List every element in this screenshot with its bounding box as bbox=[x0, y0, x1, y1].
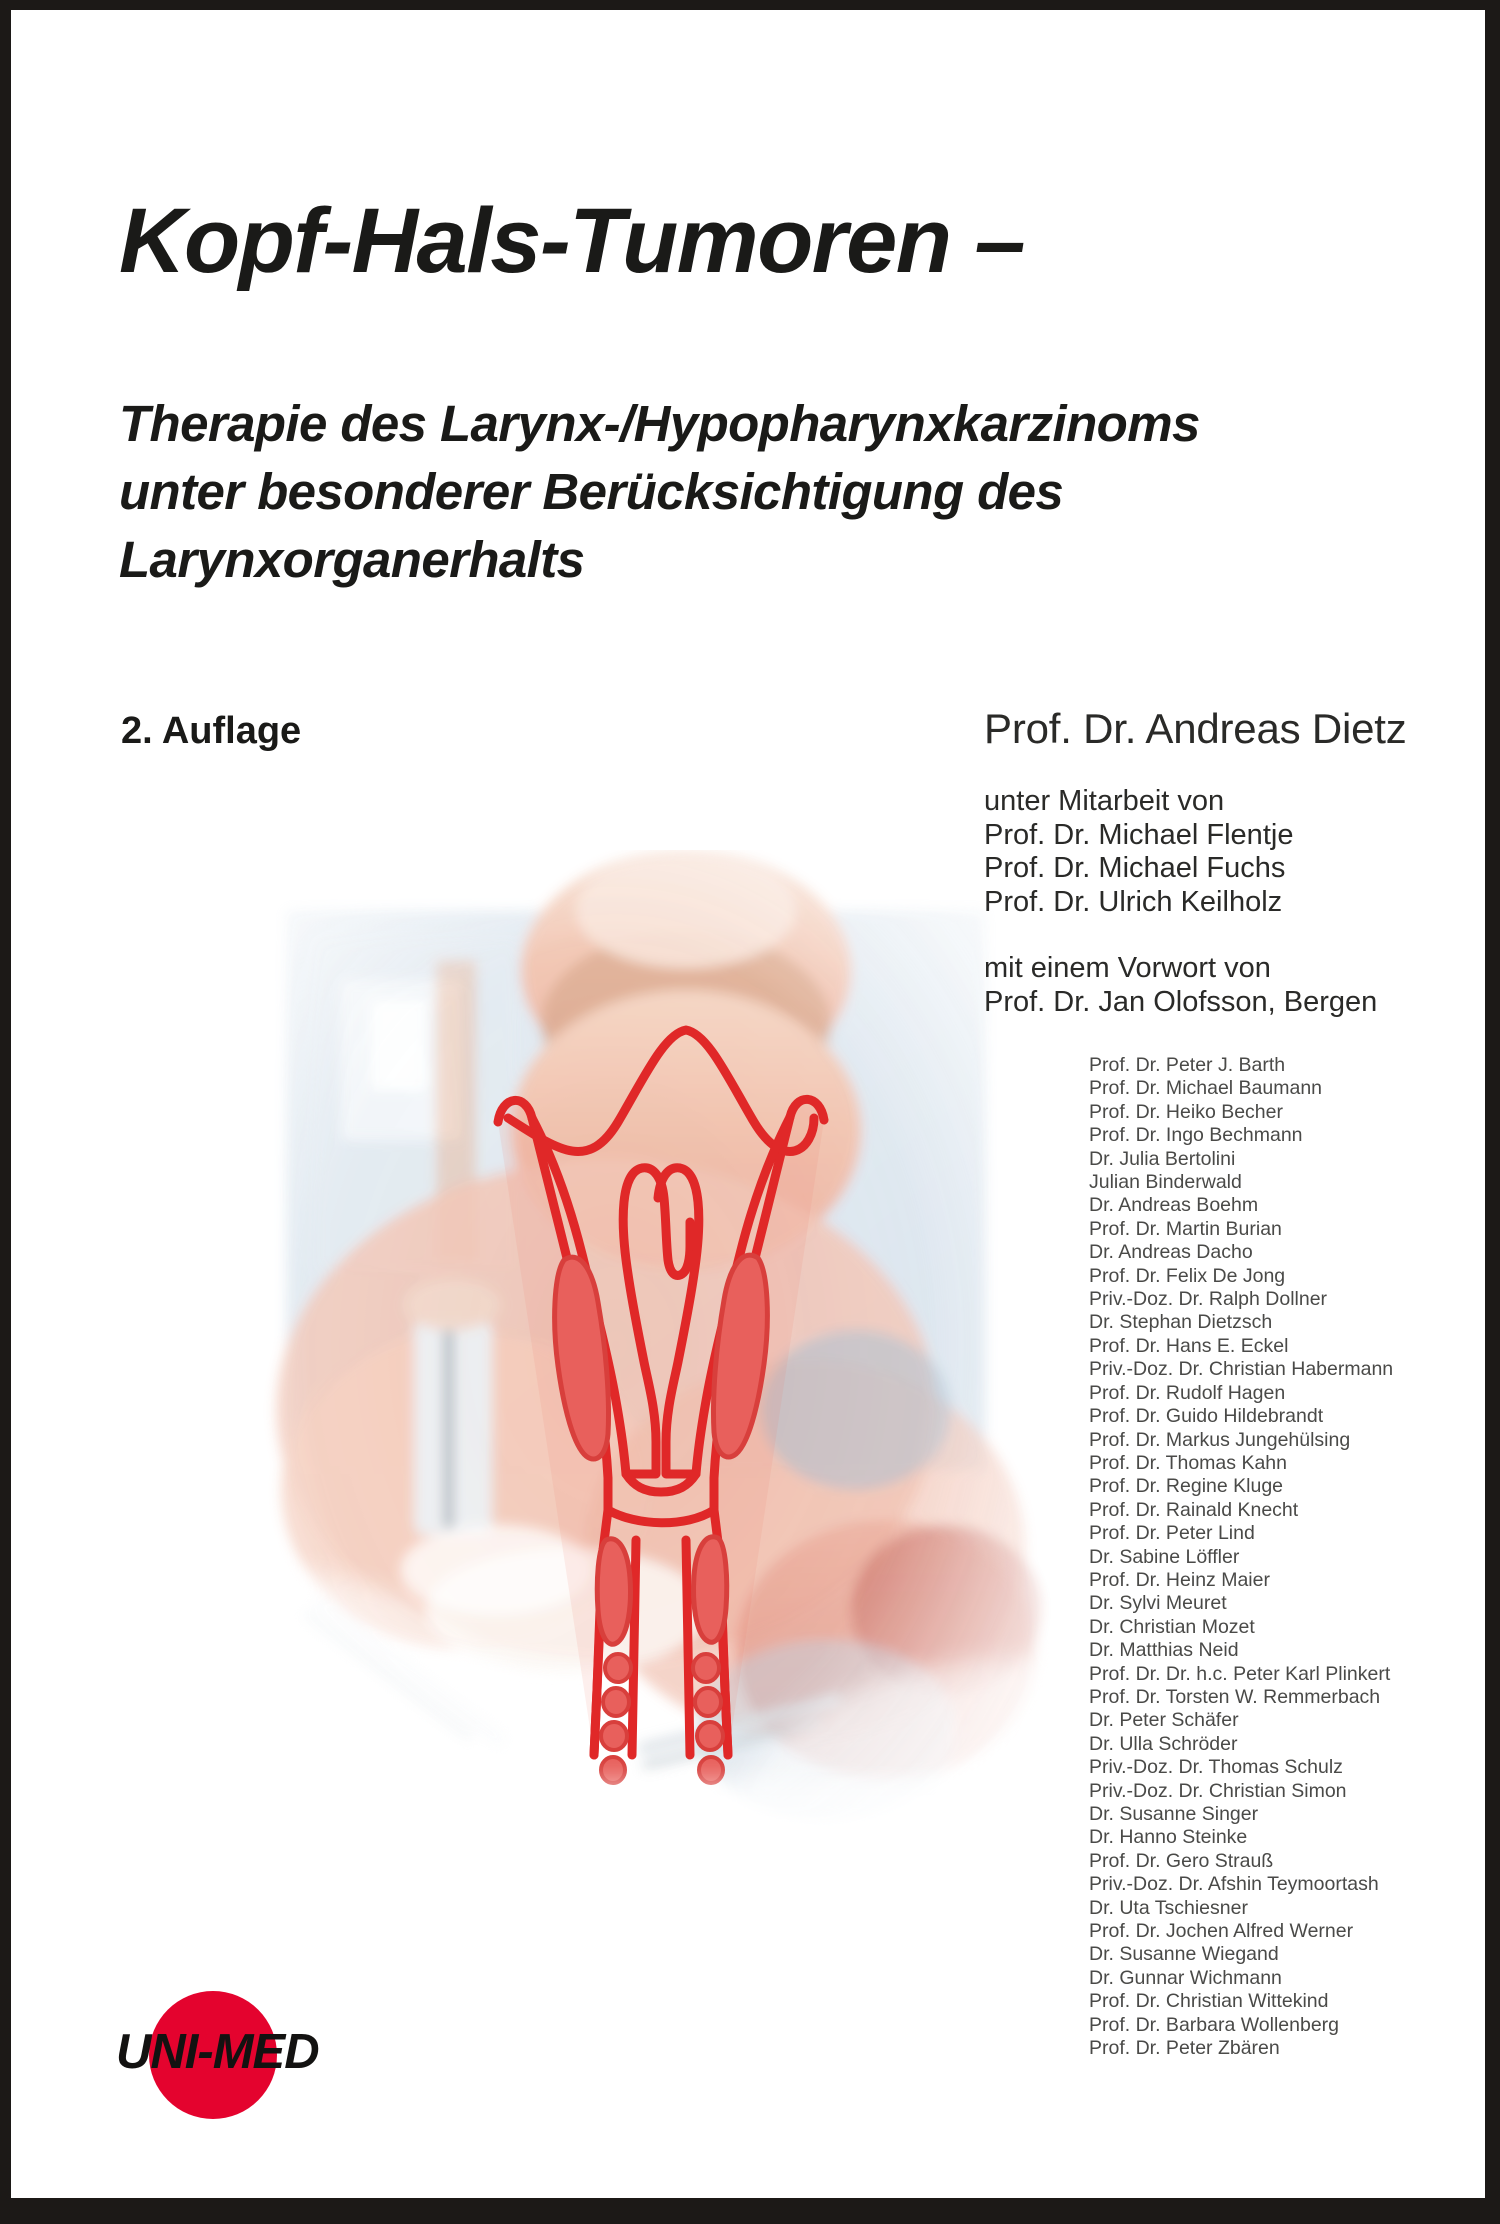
contributor-item: Dr. Gunnar Wichmann bbox=[1089, 1966, 1282, 1989]
contributor-item: Prof. Dr. Ingo Bechmann bbox=[1089, 1124, 1303, 1147]
contributor-item: Priv.-Doz. Dr. Ralph Dollner bbox=[1089, 1288, 1328, 1311]
contributor-item: Prof. Dr. Peter Lind bbox=[1089, 1522, 1255, 1545]
contributor-item: Priv.-Doz. Dr. Christian Simon bbox=[1089, 1779, 1347, 1802]
contributor-item: Dr. Peter Schäfer bbox=[1089, 1709, 1239, 1732]
author-name: Prof. Dr. Andreas Dietz bbox=[984, 705, 1407, 752]
foreword-intro: mit einem Vorwort von bbox=[984, 952, 1271, 984]
contributor-item: Dr. Andreas Boehm bbox=[1089, 1194, 1259, 1217]
contributor-item: Prof. Dr. Jochen Alfred Werner bbox=[1089, 1920, 1354, 1943]
contributor-item: Prof. Dr. Felix De Jong bbox=[1089, 1264, 1286, 1287]
contributor-item: Dr. Ulla Schröder bbox=[1089, 1732, 1238, 1755]
contributor-item: Dr. Julia Bertolini bbox=[1089, 1147, 1236, 1170]
contributor-item: Dr. Susanne Wiegand bbox=[1089, 1943, 1279, 1966]
contributor-item: Prof. Dr. Rudolf Hagen bbox=[1089, 1381, 1286, 1404]
page-subtitle bbox=[119, 390, 1399, 593]
contributor-item: Dr. Stephan Dietzsch bbox=[1089, 1311, 1273, 1334]
contributor-item: Prof. Dr. Hans E. Eckel bbox=[1089, 1334, 1289, 1357]
foreword-block bbox=[984, 952, 1377, 1019]
subtitle-line-2: unter besonderer Berücksichtigung des bbox=[119, 462, 1064, 520]
collaborator-name: Prof. Dr. Michael Flentje bbox=[984, 818, 1294, 851]
contributor-item: Prof. Dr. Christian Wittekind bbox=[1089, 1990, 1329, 2013]
subtitle-line-1: Therapie des Larynx-/Hypopharynxkarzinoms bbox=[119, 395, 1200, 452]
contributor-item: Priv.-Doz. Dr. Thomas Schulz bbox=[1089, 1756, 1343, 1779]
contributor-item: Prof. Dr. Regine Kluge bbox=[1089, 1475, 1284, 1498]
collaborator-name: Prof. Dr. Michael Fuchs bbox=[984, 852, 1286, 884]
contributor-item: Prof. Dr. Guido Hildebrandt bbox=[1089, 1405, 1324, 1428]
contributor-item: Prof. Dr. Heinz Maier bbox=[1089, 1568, 1270, 1591]
contributor-item: Dr. Sabine Löffler bbox=[1089, 1545, 1240, 1568]
collaborator-name: Prof. Dr. Ulrich Keilholz bbox=[984, 885, 1283, 918]
foreword-author: Prof. Dr. Jan Olofsson, Bergen bbox=[984, 985, 1378, 1018]
contributor-item: Prof. Dr. Peter J. Barth bbox=[1089, 1054, 1286, 1076]
contributor-item: Priv.-Doz. Dr. Afshin Teymoortash bbox=[1089, 1873, 1379, 1896]
larynx-artwork bbox=[166, 850, 1066, 2030]
contributor-item: Dr. Susanne Singer bbox=[1089, 1803, 1259, 1825]
contributors-list bbox=[1089, 1054, 1393, 2060]
contributor-item: Prof. Dr. Torsten W. Remmerbach bbox=[1089, 1685, 1381, 1708]
publisher-name: UNI-MED bbox=[116, 2025, 319, 2079]
contributor-item: Dr. Andreas Dacho bbox=[1089, 1241, 1253, 1264]
contributor-item: Prof. Dr. Gero Strauß bbox=[1089, 1849, 1274, 1872]
contributor-item: Priv.-Doz. Dr. Christian Habermann bbox=[1089, 1358, 1394, 1381]
subtitle-line-3: Larynxorganerhalts bbox=[119, 530, 585, 588]
contributor-item: Julian Binderwald bbox=[1089, 1171, 1242, 1194]
contributor-item: Prof. Dr. Heiko Becher bbox=[1089, 1100, 1283, 1123]
page-title: Kopf-Hals-Tumoren – bbox=[119, 190, 1025, 292]
collaboration-intro: unter Mitarbeit von bbox=[984, 785, 1225, 817]
contributor-item: Prof. Dr. Michael Baumann bbox=[1089, 1077, 1323, 1100]
contributor-item: Prof. Dr. Thomas Kahn bbox=[1089, 1451, 1287, 1474]
contributor-item: Prof. Dr. Martin Burian bbox=[1089, 1217, 1282, 1240]
cover-page bbox=[11, 10, 1485, 2198]
contributor-item: Dr. Uta Tschiesner bbox=[1089, 1896, 1248, 1919]
contributor-item: Dr. Christian Mozet bbox=[1089, 1615, 1255, 1638]
contributor-item: Prof. Dr. Peter Zbären bbox=[1089, 2037, 1280, 2060]
contributor-item: Dr. Hanno Steinke bbox=[1089, 1826, 1248, 1849]
contributor-item: Dr. Matthias Neid bbox=[1089, 1639, 1239, 1662]
contributor-item: Dr. Sylvi Meuret bbox=[1089, 1592, 1227, 1615]
publisher-logo bbox=[116, 1988, 356, 2128]
collaboration-block bbox=[984, 785, 1293, 919]
edition-label: 2. Auflage bbox=[121, 710, 302, 752]
contributor-item: Prof. Dr. Barbara Wollenberg bbox=[1089, 2013, 1340, 2036]
contributor-item: Prof. Dr. Dr. h.c. Peter Karl Plinkert bbox=[1089, 1662, 1391, 1685]
contributor-item: Prof. Dr. Markus Jungehülsing bbox=[1089, 1428, 1351, 1451]
contributor-item: Prof. Dr. Rainald Knecht bbox=[1089, 1498, 1299, 1521]
